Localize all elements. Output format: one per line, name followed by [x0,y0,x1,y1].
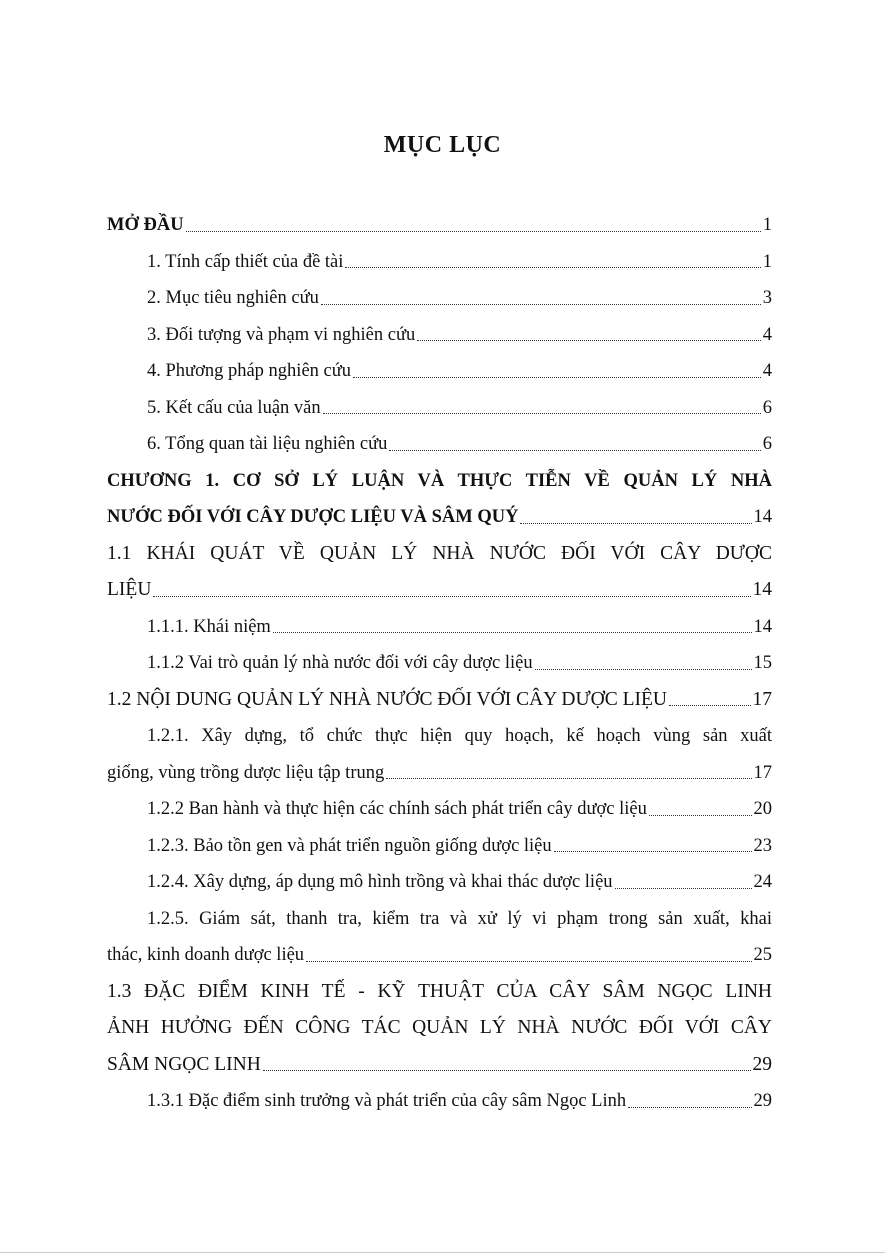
toc-page-number: 6 [762,397,772,418]
dot-leader [535,669,752,670]
toc-entry[interactable] [107,244,772,281]
toc-entry[interactable] [107,426,772,463]
toc-entry-text: 3. Đối tượng và phạm vi nghiên cứu [147,324,416,345]
toc-entry-text: 1. Tính cấp thiết của đề tài [147,251,344,272]
dot-leader [186,231,761,232]
toc-entry-wrapped-line[interactable]: 1.3 ĐẶC ĐIỂM KINH TẾ - KỸ THUẬT CỦA CÂY SÂM NGỌC LINH [107,980,772,1002]
dot-leader [649,815,752,816]
dot-leader [520,523,751,524]
toc-entry[interactable] [107,280,772,317]
dot-leader [306,961,751,962]
toc-entry-text: 6. Tổng quan tài liệu nghiên cứu [147,434,388,454]
toc-page-number: 17 [752,688,772,710]
toc-page-number: 15 [753,653,772,673]
dot-leader [323,413,761,414]
toc-page-number: 6 [762,434,772,454]
toc-page-number: 14 [752,579,772,600]
toc-entry-text: 2. Mục tiêu nghiên cứu [147,288,319,308]
toc-page-number: 25 [753,945,772,965]
toc-entry-text: 1.2.4. Xây dựng, áp dụng mô hình trồng và khai thác dược liệu [147,872,613,892]
toc-page-number: 29 [752,1053,772,1075]
toc-entry-wrapped-line[interactable]: 1.2.1. Xây dựng, tổ chức thực hiện quy hoạch, kế hoạch vùng sản xuất [147,726,772,746]
toc-entry[interactable] [107,572,772,609]
dot-leader [321,304,761,305]
toc-entry-text: 1.2.2 Ban hành và thực hiện các chính sách phát triển cây dược liệu [147,799,647,819]
toc-entry-text: 1.2.3. Bảo tồn gen và phát triển nguồn giống dược liệu [147,835,552,856]
toc-page-number: 3 [762,288,772,308]
page-title: MỤC LỤC [383,132,502,158]
toc-page-number: 17 [753,762,772,783]
toc-entry-text: LIỆU [107,579,152,600]
dot-leader [263,1070,751,1071]
toc-entry-wrapped-line[interactable]: CHƯƠNG 1. CƠ SỞ LÝ LUẬN VÀ THỰC TIỄN VỀ QUẢN LÝ NHÀ [107,470,772,491]
toc-page-number: 1 [762,251,772,272]
toc-entry[interactable] [107,317,772,354]
dot-leader [345,267,760,268]
dot-leader [386,778,751,779]
toc-entry-text: SÂM NGỌC LINH [107,1053,261,1075]
table-of-contents [107,207,772,1120]
toc-page-number: 4 [762,324,772,345]
toc-entry[interactable] [107,937,772,974]
toc-entry-text: 5. Kết cấu của luận văn [147,397,321,418]
dot-leader [273,632,752,633]
toc-entry-text: 1.1.2 Vai trò quản lý nhà nước đối với cây dược liệu [147,653,533,673]
toc-entry[interactable] [107,207,772,244]
toc-entry[interactable] [107,864,772,901]
dot-leader [554,851,752,852]
toc-entry-text: 4. Phương pháp nghiên cứu [147,361,352,381]
toc-entry[interactable] [107,828,772,865]
dot-leader [353,377,761,378]
toc-entry[interactable] [107,791,772,828]
toc-entry[interactable] [107,645,772,682]
toc-entry[interactable] [107,755,772,792]
toc-entry[interactable] [107,682,772,719]
toc-entry-text: 1.1.1. Khái niệm [147,616,271,637]
toc-entry[interactable] [107,353,772,390]
dot-leader [389,450,760,451]
dot-leader [669,705,751,706]
toc-entry[interactable] [107,499,772,536]
toc-entry-text: thác, kinh doanh dược liệu [107,945,305,965]
toc-page-number: 4 [762,361,772,381]
page-bottom-edge [0,1252,885,1259]
dot-leader [628,1107,751,1108]
toc-entry-text: giống, vùng trồng dược liệu tập trung [107,762,385,783]
dot-leader [615,888,752,889]
toc-entry[interactable] [107,1047,772,1084]
toc-page-number: 24 [753,872,772,892]
toc-entry-text: 1.2 NỘI DUNG QUẢN LÝ NHÀ NƯỚC ĐỐI VỚI CÂY DƯỢC LIỆU [107,688,667,710]
toc-page-number: 29 [753,1091,772,1111]
toc-entry-text: NƯỚC ĐỐI VỚI CÂY DƯỢC LIỆU VÀ SÂM QUÝ [107,507,519,527]
toc-page-number: 14 [753,507,772,527]
toc-entry[interactable] [107,609,772,646]
toc-page-number: 23 [753,835,772,856]
toc-page-number: 20 [753,799,772,819]
toc-entry-wrapped-line[interactable]: 1.1 KHÁI QUÁT VỀ QUẢN LÝ NHÀ NƯỚC ĐỐI VỚI CÂY DƯỢC [107,542,772,564]
toc-entry-wrapped-line[interactable]: 1.2.5. Giám sát, thanh tra, kiểm tra và xử lý vi phạm trong sản xuất, khai [147,908,772,929]
toc-page-number: 1 [762,215,772,235]
dot-leader [153,596,750,597]
toc-entry-text: 1.3.1 Đặc điểm sinh trưởng và phát triển của cây sâm Ngọc Linh [147,1091,627,1111]
toc-entry-wrapped-line[interactable]: ẢNH HƯỞNG ĐẾN CÔNG TÁC QUẢN LÝ NHÀ NƯỚC ĐỐI VỚI CÂY [107,1017,772,1038]
dot-leader [417,340,761,341]
toc-entry[interactable] [107,390,772,427]
toc-page-number: 14 [753,616,772,637]
toc-entry-text: MỞ ĐẦU [107,215,184,235]
toc-entry[interactable] [107,1083,772,1120]
